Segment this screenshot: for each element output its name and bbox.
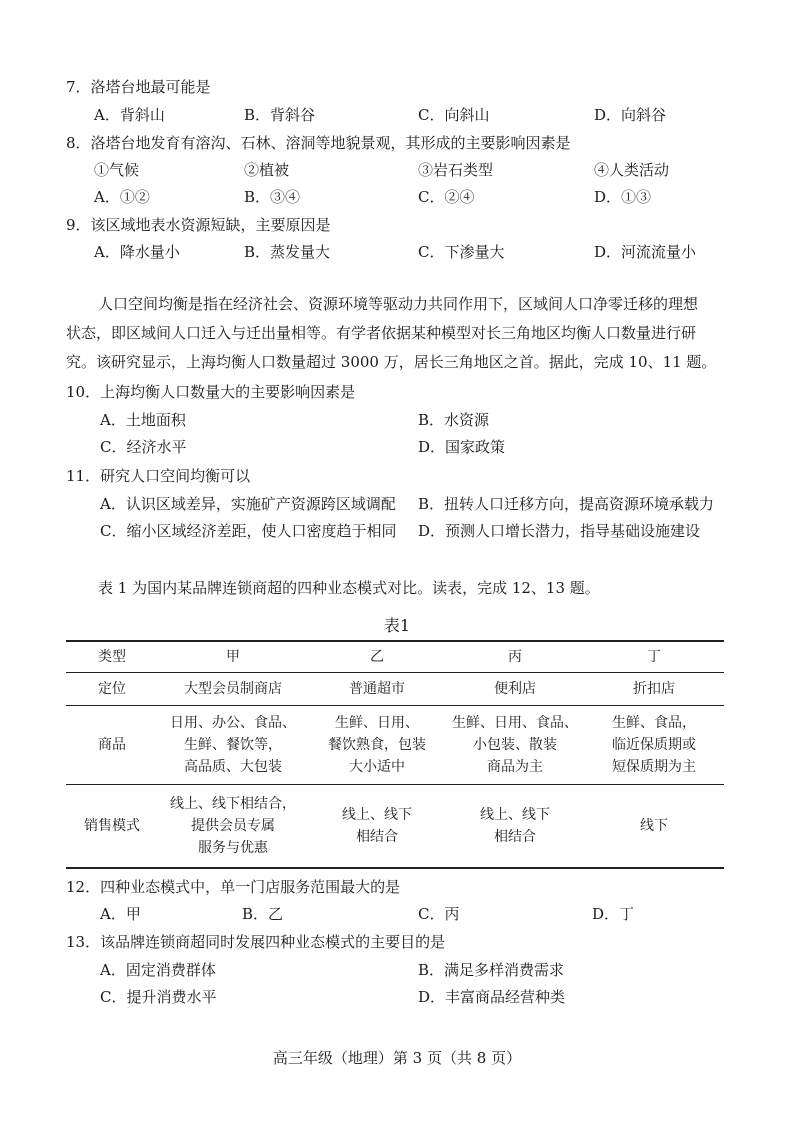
business-model-table [66,640,724,869]
cell-goods-jia [158,706,308,785]
cell-sales-ding [584,785,724,869]
cell-goods-ding [584,706,724,785]
cell-line: 线上、线下相结合， [170,796,296,812]
cell-line: 商品为主 [487,759,543,775]
q10-option-d: D．国家政策 [418,438,506,456]
q11-option-a: A．认识区域差异，实施矿产资源跨区域调配 [100,495,396,513]
page-footer: 高三年级（地理）第 3 页（共 8 页） [272,1049,522,1067]
question-12-stem: 12．四种业态模式中，单一门店服务范围最大的是 [66,878,401,896]
q7-option-a: A．背斜山 [94,106,165,124]
q12-option-c: C．丙 [418,905,460,923]
q13-option-d: D．丰富商品经营种类 [418,988,566,1006]
cell-sales-jia [158,785,308,869]
cell-positioning-jia: 大型会员制商店 [158,673,308,706]
cell-line: 小包装、散装 [473,737,557,753]
cell-positioning-ding: 折扣店 [584,673,724,706]
cell-line: 相结合 [356,829,398,845]
q8-option-b: B．③④ [244,188,301,206]
question-11-stem: 11．研究人口空间均衡可以 [66,467,251,485]
cell-line: 线上、线下 [342,807,412,823]
passage-1-line-2: 状态，即区域间人口迁入与迁出量相等。有学者依据某种模型对长三角地区均衡人口数量进行研 [66,324,697,342]
header-type: 类型 [66,641,158,673]
q12-option-a: A．甲 [100,905,141,923]
question-13-stem: 13．该品牌连锁商超同时发展四种业态模式的主要目的是 [66,933,446,951]
q7-option-d: D．向斜谷 [594,106,667,124]
q13-option-c: C．提升消费水平 [100,988,217,1006]
header-yi: 乙 [308,641,446,673]
q11-option-c: C．缩小区域经济差距，使人口密度趋于相同 [100,522,397,540]
cell-line: 生鲜、食品， [612,715,696,731]
cell-line: 线下 [640,818,668,834]
q12-option-b: B．乙 [242,905,284,923]
cell-line: 临近保质期或 [612,737,696,753]
question-9-stem: 9．该区域地表水资源短缺，主要原因是 [66,216,331,234]
q8-option-d: D．①③ [594,188,652,206]
cell-goods-yi [308,706,446,785]
cell-line: 相结合 [494,829,536,845]
passage-1-line-1: 人口空间均衡是指在经济社会、资源环境等驱动力共同作用下，区域间人口净零迁移的理想 [98,295,699,313]
passage-1-line-3: 究。该研究显示，上海均衡人口数量超过 3000 万，居长三角地区之首。据此，完成 10、11 题。 [66,353,717,371]
q7-option-b: B．背斜谷 [244,106,316,124]
cell-line: 生鲜、餐饮等， [184,737,282,753]
q7-option-c: C．向斜山 [418,106,490,124]
header-jia: 甲 [158,641,308,673]
row-label-sales: 销售模式 [66,785,158,869]
cell-sales-bing [446,785,584,869]
cell-goods-bing [446,706,584,785]
q8-option-a: A．①② [94,188,150,206]
cell-positioning-yi: 普通超市 [308,673,446,706]
table-row-positioning [66,673,724,706]
q13-option-b: B．满足多样消费需求 [418,961,565,979]
cell-line: 日用、办公、食品、 [170,715,296,731]
q8-option-c: C．②④ [418,188,475,206]
question-7-stem: 7．洛塔台地最可能是 [66,78,211,96]
q10-option-b: B．水资源 [418,411,490,429]
header-bing: 丙 [446,641,584,673]
row-label-positioning: 定位 [66,673,158,706]
cell-line: 短保质期为主 [612,759,696,775]
q11-option-b: B．扭转人口迁移方向，提高资源环境承载力 [418,495,715,513]
q12-option-d: D．丁 [592,905,635,923]
passage-2: 表 1 为国内某品牌连锁商超的四种业态模式对比。读表，完成 12、13 题。 [98,579,600,597]
q9-option-d: D．河流流量小 [594,243,697,261]
table-caption: 表1 [383,616,411,635]
cell-line: 服务与优惠 [198,840,268,856]
q11-option-d: D．预测人口增长潜力，指导基础设施建设 [418,522,701,540]
table-row-sales [66,785,724,869]
q13-option-a: A．固定消费群体 [100,961,216,979]
q8-factor-4: ④人类活动 [594,161,670,179]
q9-option-c: C．下渗量大 [418,243,505,261]
cell-line: 提供会员专属 [191,818,275,834]
cell-line: 生鲜、日用、 [335,715,419,731]
table-header-row [66,641,724,673]
cell-line: 餐饮熟食，包装 [328,737,426,753]
question-10-stem: 10．上海均衡人口数量大的主要影响因素是 [66,383,356,401]
cell-line: 生鲜、日用、食品、 [452,715,578,731]
q8-factor-1: ①气候 [94,161,140,179]
q10-option-c: C．经济水平 [100,438,187,456]
table-row-goods [66,706,724,785]
cell-line: 大小适中 [349,759,405,775]
row-label-goods: 商品 [66,706,158,785]
question-8-stem: 8．洛塔台地发育有溶沟、石林、溶洞等地貌景观，其形成的主要影响因素是 [66,134,571,152]
cell-positioning-bing: 便利店 [446,673,584,706]
cell-sales-yi [308,785,446,869]
q8-factor-3: ③岩石类型 [418,161,494,179]
header-ding: 丁 [584,641,724,673]
cell-line: 线上、线下 [480,807,550,823]
q9-option-b: B．蒸发量大 [244,243,331,261]
q8-factor-2: ②植被 [244,161,290,179]
cell-line: 高品质、大包装 [184,759,282,775]
q9-option-a: A．降水量小 [94,243,180,261]
q10-option-a: A．土地面积 [100,411,186,429]
